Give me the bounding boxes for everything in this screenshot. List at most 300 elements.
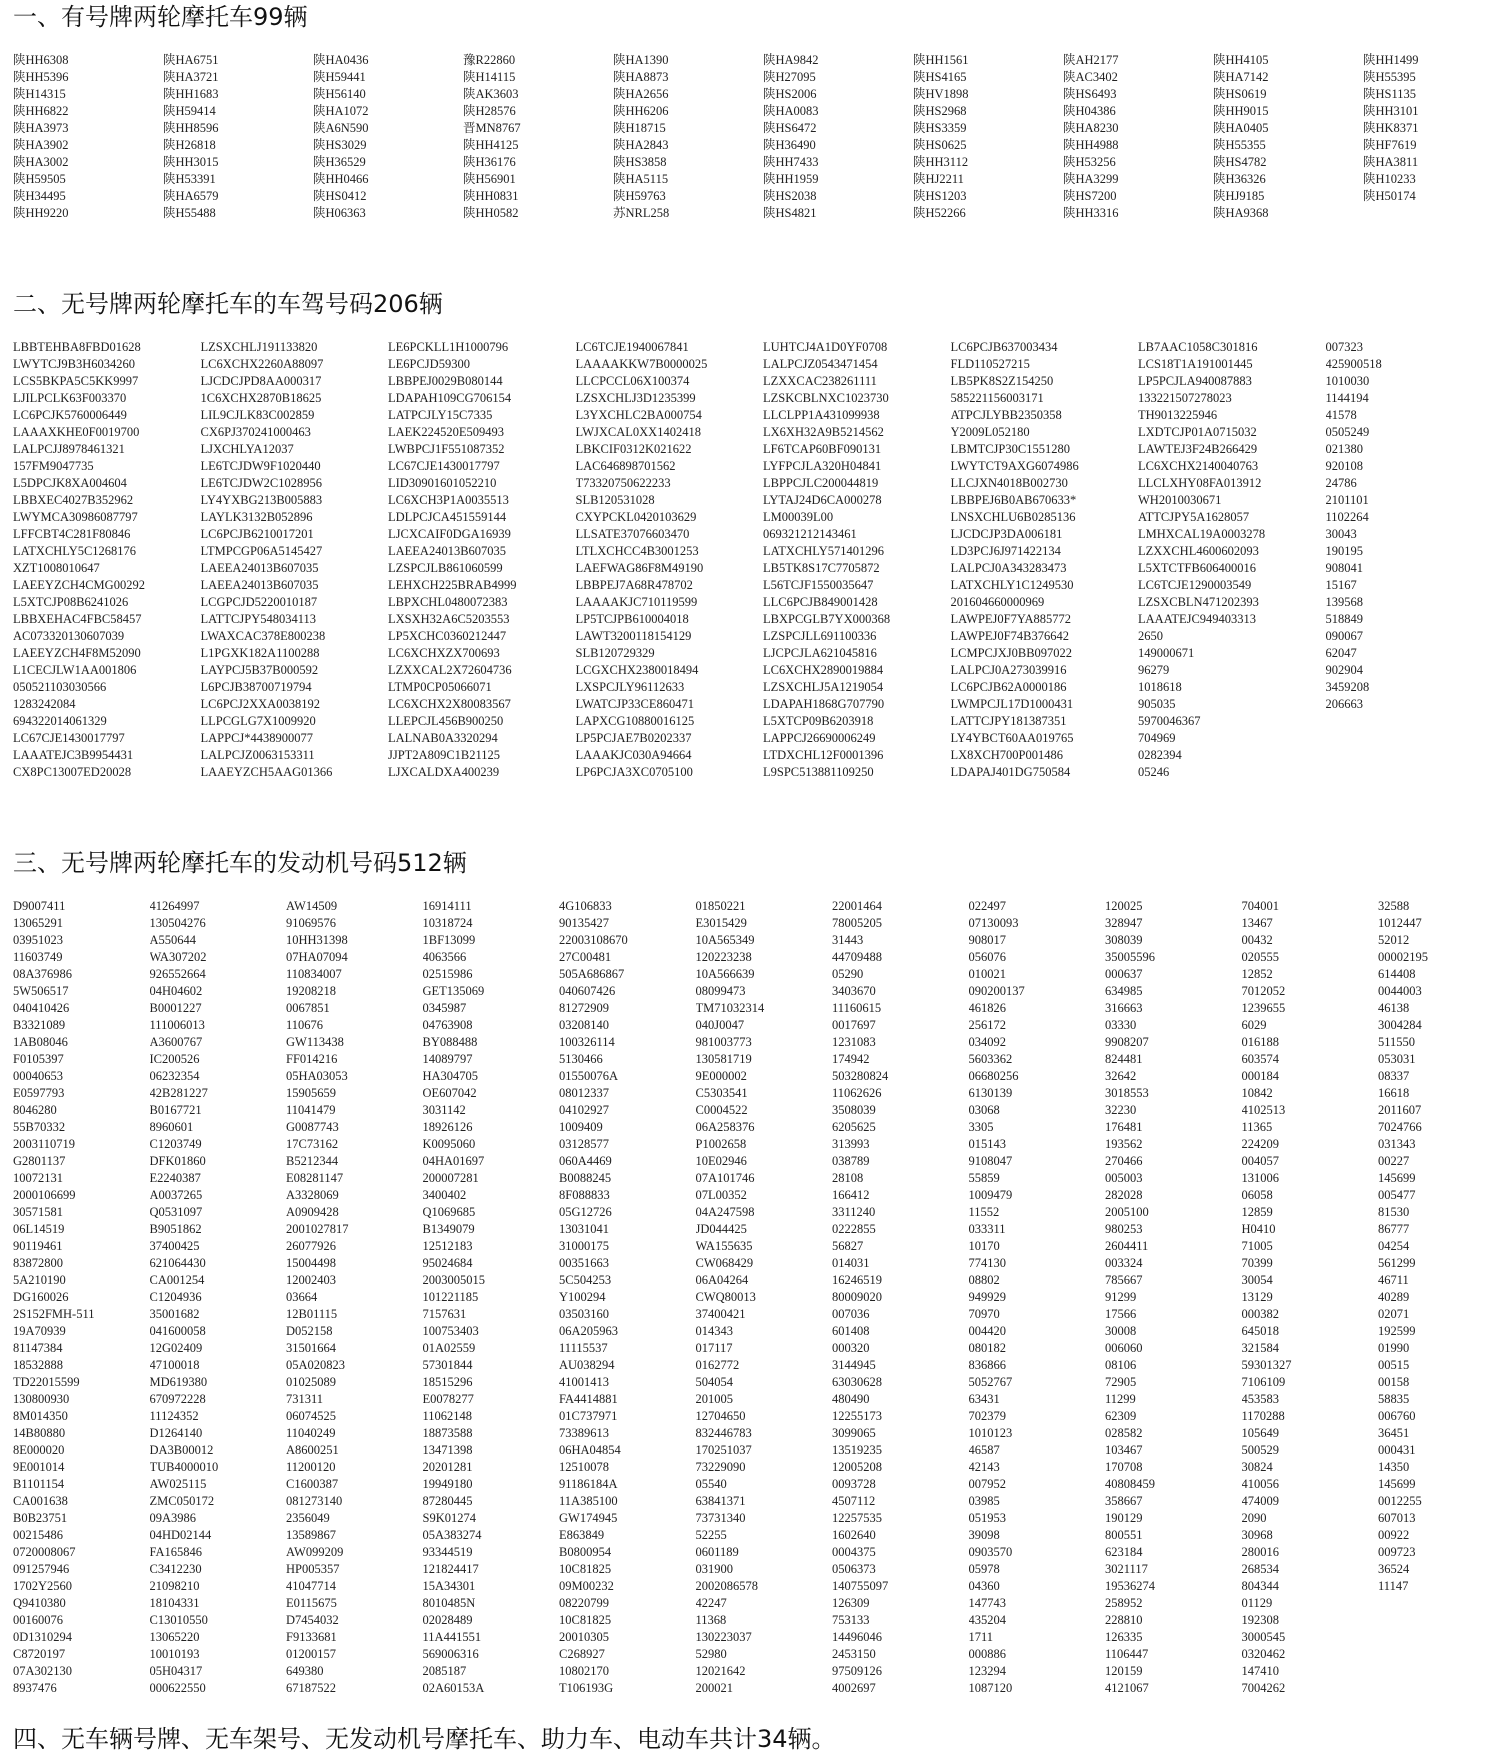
- list-item: 31000175: [559, 1239, 609, 1253]
- list-item: 陕HA6751: [163, 53, 219, 67]
- list-item: 007323: [1325, 340, 1363, 354]
- list-item: 陕HH4125: [463, 138, 519, 152]
- list-item: L5XTCTFB606400016: [1138, 561, 1257, 575]
- list-item: LZSPCJLB861060599: [388, 561, 503, 575]
- list-item: 000622550: [149, 1681, 206, 1695]
- list-item: LXSPCJLY96112633: [575, 680, 685, 694]
- list-item: AW025115: [149, 1477, 207, 1491]
- list-item: 601408: [832, 1324, 870, 1338]
- list-item: 陕H36326: [1213, 172, 1266, 186]
- list-item: 130223037: [695, 1630, 752, 1644]
- list-item: JJPT2A809C1B21125: [388, 748, 501, 762]
- list-item: 70970: [968, 1307, 1000, 1321]
- list-item: 4G106833: [559, 899, 612, 913]
- list-item: 陕A6N590: [313, 121, 369, 135]
- list-item: 陕H59505: [13, 172, 66, 186]
- list-item: 060A4469: [559, 1154, 612, 1168]
- list-item: LE6TCJDW2C1028956: [200, 476, 323, 490]
- list-item: 14496046: [832, 1630, 882, 1644]
- list-item: LTMP0CP05066071: [388, 680, 492, 694]
- list-item: 1283242084: [13, 697, 76, 711]
- list-item: 63431: [968, 1392, 1000, 1406]
- list-item: 4507112: [832, 1494, 876, 1508]
- list-item: 10E02946: [695, 1154, 747, 1168]
- list-item: 90119461: [13, 1239, 63, 1253]
- list-item: LCMPCJXJ0BB097022: [950, 646, 1073, 660]
- list-item: 陕H36490: [763, 138, 816, 152]
- list-item: 96279: [1138, 663, 1170, 677]
- list-item: 8046280: [13, 1103, 57, 1117]
- list-item: 陕HS2038: [763, 189, 817, 203]
- list-item: 3004284: [1378, 1018, 1422, 1032]
- list-item: 908041: [1325, 561, 1363, 575]
- list-item: 78005205: [832, 916, 882, 930]
- list-item: LJCDCJPD8AA000317: [200, 374, 322, 388]
- list-item: 01990: [1378, 1341, 1410, 1355]
- list-item: 陕H36529: [313, 155, 366, 169]
- list-item: 7012052: [1241, 984, 1286, 998]
- list-item: LCGPCJD5220010187: [200, 595, 318, 609]
- list-item: 201005: [695, 1392, 733, 1406]
- list-item: 980253: [1105, 1222, 1143, 1236]
- list-item: 陕H34495: [13, 189, 66, 203]
- list-item: 40289: [1378, 1290, 1410, 1304]
- list-item: LWMPCJL17D1000431: [950, 697, 1074, 711]
- list-item: 000320: [832, 1341, 870, 1355]
- list-item: LBBXEC4027B352962: [13, 493, 134, 507]
- list-item: 192308: [1241, 1613, 1279, 1627]
- list-item: 607013: [1378, 1511, 1416, 1525]
- list-item: T106193G: [559, 1681, 614, 1695]
- list-item: 110676: [286, 1018, 324, 1032]
- list-item: 10318724: [422, 916, 473, 930]
- plate-number-list: [13, 52, 1498, 222]
- list-item: 051953: [968, 1511, 1006, 1525]
- list-item: 02071: [1378, 1307, 1410, 1321]
- list-item: 陕HA3973: [13, 121, 69, 135]
- list-item: 2101101: [1325, 493, 1369, 507]
- list-item: B9051862: [149, 1222, 202, 1236]
- list-item: 52980: [695, 1647, 727, 1661]
- list-item: LJCPCJLA621045816: [763, 646, 877, 660]
- list-item: 陕HH1561: [913, 53, 969, 67]
- list-item: 120223238: [695, 950, 752, 964]
- list-item: LP5XCHC0360212447: [388, 629, 507, 643]
- list-item: LY4YBCT60AA019765: [950, 731, 1074, 745]
- list-item: 031343: [1378, 1137, 1416, 1151]
- list-item: 陕H53256: [1063, 155, 1116, 169]
- list-item: LJCDCJP3DA006181: [950, 527, 1063, 541]
- list-item: 09A3986: [149, 1511, 197, 1525]
- list-item: MD619380: [149, 1375, 208, 1389]
- list-item: L56TCJF1550035647: [763, 578, 874, 592]
- list-item: 3000545: [1241, 1630, 1286, 1644]
- list-item: 陕HS7200: [1063, 189, 1117, 203]
- list-item: 陕HH6822: [13, 104, 69, 118]
- list-item: 081273140: [286, 1494, 343, 1508]
- list-item: 12005208: [832, 1460, 882, 1474]
- list-item: 陕HH9015: [1213, 104, 1269, 118]
- list-item: 30054: [1241, 1273, 1273, 1287]
- list-item: LP5PCJAE7B0202337: [575, 731, 692, 745]
- list-item: 9108047: [968, 1154, 1013, 1168]
- list-item: 00432: [1241, 933, 1273, 947]
- list-item: 81530: [1378, 1205, 1410, 1219]
- list-item: 08106: [1105, 1358, 1137, 1372]
- list-item: F0105397: [13, 1052, 64, 1066]
- list-item: LZSXCHLJ5A1219054: [763, 680, 884, 694]
- list-item: 31501664: [286, 1341, 336, 1355]
- list-item: C0004522: [695, 1103, 748, 1117]
- list-item: 07A302130: [13, 1664, 73, 1678]
- list-item: WA307202: [149, 950, 207, 964]
- list-item: 1106447: [1105, 1647, 1149, 1661]
- list-item: 05246: [1138, 765, 1170, 779]
- list-item: LC6XCH3P1A0035513: [388, 493, 509, 507]
- list-item: TM71032314: [695, 1001, 765, 1015]
- list-item: 3031142: [422, 1103, 466, 1117]
- list-item: 100753403: [422, 1324, 479, 1338]
- list-item: 5C504253: [559, 1273, 612, 1287]
- list-item: LATTCJPY548034113: [200, 612, 317, 626]
- list-item: 2650: [1138, 629, 1163, 643]
- list-item: 81147384: [13, 1341, 63, 1355]
- list-item: 123294: [968, 1664, 1006, 1678]
- list-item: LAYPCJ5B37B000592: [200, 663, 319, 677]
- list-item: 13471398: [422, 1443, 473, 1457]
- list-item: 00160076: [13, 1613, 63, 1627]
- list-item: D1264140: [149, 1426, 203, 1440]
- list-item: 704001: [1241, 899, 1279, 913]
- list-item: LZXXCAC238261111: [763, 374, 877, 388]
- list-item: 1702Y2560: [13, 1579, 73, 1593]
- list-item: 10C81825: [559, 1562, 612, 1576]
- list-item: 145699: [1378, 1171, 1416, 1185]
- list-item: 陕HA3811: [1363, 155, 1419, 169]
- list-item: 18532888: [13, 1358, 63, 1372]
- list-item: 陕HH7433: [763, 155, 819, 169]
- list-item: 10170: [968, 1239, 1000, 1253]
- list-item: 2001027817: [286, 1222, 349, 1236]
- list-item: 63841371: [695, 1494, 746, 1508]
- list-item: 1087120: [968, 1681, 1013, 1695]
- list-item: 10HH31398: [286, 933, 348, 947]
- list-item: LWBPCJ1F551087352: [388, 442, 505, 456]
- list-item: 5A210190: [13, 1273, 66, 1287]
- list-item: 033311: [968, 1222, 1006, 1236]
- list-item: 14350: [1378, 1460, 1410, 1474]
- list-item: 31443: [832, 933, 864, 947]
- list-item: 11115537: [559, 1341, 608, 1355]
- list-item: 503280824: [832, 1069, 889, 1083]
- list-item: 04A247598: [695, 1205, 755, 1219]
- list-item: 12002403: [286, 1273, 336, 1287]
- list-item: LATTCJPY181387351: [950, 714, 1067, 728]
- list-item: LCS18T1A191001445: [1138, 357, 1253, 371]
- list-item: 陕H10233: [1363, 172, 1416, 186]
- list-item: 0004375: [832, 1545, 876, 1559]
- list-item: 000431: [1378, 1443, 1416, 1457]
- list-item: LAC646898701562: [575, 459, 676, 473]
- list-item: 陕H52266: [913, 206, 966, 220]
- list-item: LWYTCJ9B3H6034260: [13, 357, 135, 371]
- list-item: 陕HA0405: [1213, 121, 1269, 135]
- list-item: 陕HH1499: [1363, 53, 1419, 67]
- list-item: 40808459: [1105, 1477, 1155, 1491]
- list-item: 15A34301: [422, 1579, 476, 1593]
- list-item: 800551: [1105, 1528, 1143, 1542]
- list-item: 832446783: [695, 1426, 752, 1440]
- list-item: 陕HA1072: [313, 104, 369, 118]
- list-item: 038789: [832, 1154, 870, 1168]
- list-item: 陕HS4821: [763, 206, 817, 220]
- list-item: 91186184A: [559, 1477, 618, 1491]
- list-item: 1144194: [1325, 391, 1369, 405]
- list-item: 13031041: [559, 1222, 609, 1236]
- list-item: 陕HH6206: [613, 104, 669, 118]
- list-item: 3018553: [1105, 1086, 1149, 1100]
- list-item: 陕HA1390: [613, 53, 669, 67]
- list-item: 63030628: [832, 1375, 882, 1389]
- list-item: 9E001014: [13, 1460, 65, 1474]
- list-item: 3459208: [1325, 680, 1370, 694]
- list-item: 050521103030566: [13, 680, 107, 694]
- list-item: LBBPEJ6B0AB670633*: [950, 493, 1077, 507]
- list-item: 56827: [832, 1239, 864, 1253]
- list-item: LAEEA24013B607035: [200, 561, 319, 575]
- list-item: 陕HA0083: [763, 104, 819, 118]
- list-item: LAPPCJ26690006249: [763, 731, 876, 745]
- list-item: LLCLXHY08FA013912: [1138, 476, 1262, 490]
- list-item: B1101154: [13, 1477, 65, 1491]
- list-item: TH9013225946: [1138, 408, 1218, 422]
- list-item: GW174945: [559, 1511, 618, 1525]
- list-item: WH2010030671: [1138, 493, 1222, 507]
- list-item: 308039: [1105, 933, 1143, 947]
- list-item: 陕HA3299: [1063, 172, 1119, 186]
- list-item: 4102513: [1241, 1103, 1286, 1117]
- list-item: 0345987: [422, 1001, 467, 1015]
- list-item: 陕HA6579: [163, 189, 219, 203]
- list-item: 313993: [832, 1137, 870, 1151]
- list-item: 12510078: [559, 1460, 609, 1474]
- list-item: 01A02559: [422, 1341, 476, 1355]
- list-item: 200007281: [422, 1171, 479, 1185]
- list-item: LLC6PCJB849001428: [763, 595, 878, 609]
- list-item: 12257535: [832, 1511, 882, 1525]
- list-item: 101221185: [422, 1290, 479, 1304]
- list-item: 0067851: [286, 1001, 330, 1015]
- list-item: 5603362: [968, 1052, 1013, 1066]
- list-item: 17C73162: [286, 1137, 339, 1151]
- list-item: LYTAJ24D6CA000278: [763, 493, 882, 507]
- list-item: 3403670: [832, 984, 876, 998]
- list-item: 256172: [968, 1018, 1006, 1032]
- list-item: 006760: [1378, 1409, 1416, 1423]
- list-item: 2003005015: [422, 1273, 485, 1287]
- list-item: 500529: [1241, 1443, 1279, 1457]
- list-item: LZSXCHLJ191133820: [200, 340, 318, 354]
- list-item: 陕HH4988: [1063, 138, 1119, 152]
- section-title-unidentified: 四、无车辆号牌、无车架号、无发动机号摩托车、助力车、电动车共计34辆。: [13, 1725, 836, 1753]
- list-item: LALPCJZ0063153311: [200, 748, 315, 762]
- list-item: 056076: [968, 950, 1006, 964]
- list-item: 41578: [1325, 408, 1357, 422]
- list-item: 06L14519: [13, 1222, 65, 1236]
- list-item: 11200120: [286, 1460, 336, 1474]
- list-item: 86777: [1378, 1222, 1410, 1236]
- list-item: 00040653: [13, 1069, 63, 1083]
- list-item: LF6TCAP60BF090131: [763, 442, 882, 456]
- list-item: 091257946: [13, 1562, 70, 1576]
- list-item: LAAAAKJC710119599: [575, 595, 698, 609]
- list-item: 461826: [968, 1001, 1006, 1015]
- list-item: 陕H26818: [163, 138, 216, 152]
- list-item: 陕HH6308: [13, 53, 69, 67]
- list-item: 1602640: [832, 1528, 876, 1542]
- list-item: 18515296: [422, 1375, 473, 1389]
- list-item: 陕H28576: [463, 104, 516, 118]
- list-item: 28108: [832, 1171, 864, 1185]
- list-item: 陕H04386: [1063, 104, 1116, 118]
- list-item: 5W506517: [13, 984, 69, 998]
- list-item: LAAEYZCH5AAG01366: [200, 765, 333, 779]
- list-item: 021380: [1325, 442, 1363, 456]
- list-item: K0095060: [422, 1137, 476, 1151]
- list-item: 1711: [968, 1630, 994, 1644]
- list-item: LATXCHLY1C1249530: [950, 578, 1074, 592]
- list-item: 06A04264: [695, 1273, 749, 1287]
- list-item: 453583: [1241, 1392, 1279, 1406]
- list-item: 130581719: [695, 1052, 752, 1066]
- list-item: 04254: [1378, 1239, 1410, 1253]
- list-item: 08012337: [559, 1086, 609, 1100]
- list-item: 12852: [1241, 967, 1273, 981]
- list-item: 282028: [1105, 1188, 1143, 1202]
- list-item: 11365: [1241, 1120, 1273, 1134]
- list-item: 0601189: [695, 1545, 739, 1559]
- list-item: 111006013: [149, 1018, 205, 1032]
- list-item: A550644: [149, 933, 197, 947]
- list-item: 2604411: [1105, 1239, 1149, 1253]
- list-item: 7024766: [1378, 1120, 1422, 1134]
- list-item: 13129: [1241, 1290, 1273, 1304]
- list-item: 2003110719: [13, 1137, 76, 1151]
- section-title-plated: 一、有号牌两轮摩托车99辆: [13, 3, 308, 31]
- list-item: E0597793: [13, 1086, 65, 1100]
- list-item: 01550076A: [559, 1069, 619, 1083]
- list-item: 785667: [1105, 1273, 1143, 1287]
- list-item: 11A441551: [422, 1630, 482, 1644]
- list-item: 0505249: [1325, 425, 1370, 439]
- list-item: 73389613: [559, 1426, 609, 1440]
- list-item: 46711: [1378, 1273, 1409, 1287]
- list-item: 6130139: [968, 1086, 1013, 1100]
- list-item: 37400425: [149, 1239, 200, 1253]
- list-item: A0037265: [149, 1188, 203, 1202]
- list-item: GET135069: [422, 984, 485, 998]
- list-item: LZSXCBLN471202393: [1138, 595, 1259, 609]
- list-item: LALPCJ0A343283473: [950, 561, 1067, 575]
- list-item: 053031: [1378, 1052, 1416, 1066]
- list-item: 3099065: [832, 1426, 876, 1440]
- list-item: LAEEYZCH4CMG00292: [13, 578, 145, 592]
- list-item: 陕HA5115: [613, 172, 669, 186]
- list-item: 010021: [968, 967, 1006, 981]
- list-item: 陕AH2177: [1063, 53, 1119, 67]
- list-item: 190195: [1325, 544, 1363, 558]
- list-item: 774130: [968, 1256, 1006, 1270]
- list-item: LBBPEJ0029B080144: [388, 374, 503, 388]
- list-item: 0044003: [1378, 984, 1422, 998]
- list-item: 16246519: [832, 1273, 882, 1287]
- list-item: 5052767: [968, 1375, 1013, 1389]
- section-title-frame-numbers: 二、无号牌两轮摩托车的车驾号码206辆: [13, 290, 443, 318]
- list-item: JD044425: [695, 1222, 747, 1236]
- list-item: 040410426: [13, 1001, 70, 1015]
- list-item: B1349079: [422, 1222, 475, 1236]
- list-item: 836866: [968, 1358, 1006, 1372]
- list-item: B0088245: [559, 1171, 612, 1185]
- list-item: 03985: [968, 1494, 1000, 1508]
- list-item: 陕HA8230: [1063, 121, 1119, 135]
- list-item: 01C737971: [559, 1409, 618, 1423]
- list-item: 649380: [286, 1664, 324, 1678]
- list-item: 000382: [1241, 1307, 1279, 1321]
- list-item: LWYMCA30986087797: [13, 510, 138, 524]
- list-item: 09M00232: [559, 1579, 614, 1593]
- list-item: 8E000020: [13, 1443, 65, 1457]
- list-item: 2S152FMH-511: [13, 1307, 95, 1321]
- list-item: LWYTCT9AXG6074986: [950, 459, 1079, 473]
- list-item: 645018: [1241, 1324, 1279, 1338]
- list-item: C1600387: [286, 1477, 339, 1491]
- list-item: 270466: [1105, 1154, 1143, 1168]
- list-item: 3508039: [832, 1103, 876, 1117]
- list-item: LAPPCJ*4438900077: [200, 731, 314, 745]
- list-item: 1231083: [832, 1035, 876, 1049]
- list-item: 30043: [1325, 527, 1357, 541]
- list-item: LP5TCJPB610004018: [575, 612, 689, 626]
- list-item: 11603749: [13, 950, 63, 964]
- list-item: 20010305: [559, 1630, 609, 1644]
- list-item: 435204: [968, 1613, 1006, 1627]
- list-item: 晋MN8767: [463, 121, 521, 135]
- list-item: LC6PCJB6210017201: [200, 527, 314, 541]
- list-item: 90135427: [559, 916, 609, 930]
- list-item: 19A70939: [13, 1324, 66, 1338]
- list-item: 陕H59763: [613, 189, 666, 203]
- list-item: 2011607: [1378, 1103, 1422, 1117]
- list-item: 028582: [1105, 1426, 1143, 1440]
- list-item: 926552664: [149, 967, 206, 981]
- list-item: 4002697: [832, 1681, 876, 1695]
- list-item: 15004498: [286, 1256, 336, 1270]
- list-item: 105649: [1241, 1426, 1279, 1440]
- list-item: LAEK224520E509493: [388, 425, 504, 439]
- list-item: 67187522: [286, 1681, 336, 1695]
- list-item: 陕AC3402: [1063, 70, 1118, 84]
- list-item: 614408: [1378, 967, 1416, 981]
- list-item: CX8PC13007ED20028: [13, 765, 132, 779]
- list-item: T73320750622233: [575, 476, 671, 490]
- list-item: 陕H56140: [313, 87, 366, 101]
- list-item: 003324: [1105, 1256, 1143, 1270]
- list-item: LXDTCJP01A0715032: [1138, 425, 1257, 439]
- list-item: 0093728: [832, 1477, 876, 1491]
- list-item: 55859: [968, 1171, 1000, 1185]
- list-item: 04HD02144: [149, 1528, 212, 1542]
